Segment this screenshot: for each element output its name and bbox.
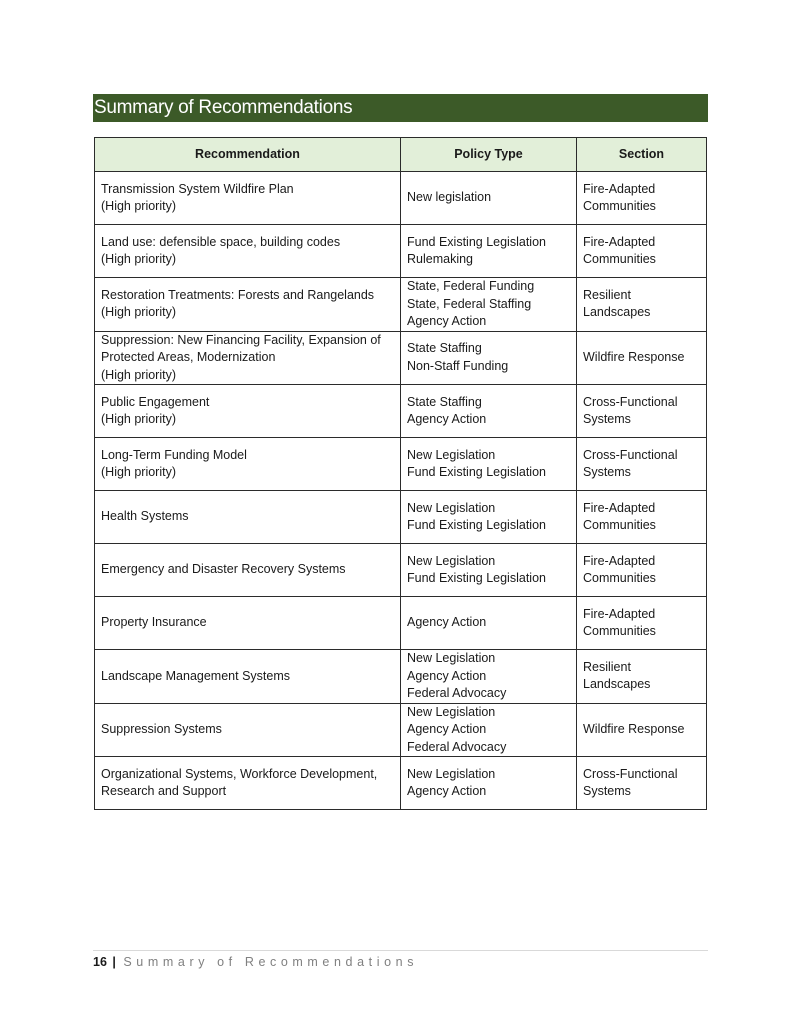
policy-type-cell-line: State Staffing bbox=[407, 394, 482, 409]
header-section: Section bbox=[577, 138, 707, 172]
recommendation-cell-line: Restoration Treatments: Forests and Rangelands bbox=[101, 287, 375, 302]
recommendation-cell bbox=[95, 278, 401, 332]
policy-type-cell-line: State Staffing bbox=[407, 341, 482, 356]
section-cell-line: Systems bbox=[583, 784, 631, 798]
section-cell-line: Fire-Adapted bbox=[583, 181, 656, 196]
recommendation-cell bbox=[95, 172, 401, 225]
policy-type-cell-line: Federal Advocacy bbox=[407, 686, 507, 700]
section-cell bbox=[577, 650, 707, 704]
section-cell-line: Fire-Adapted bbox=[583, 606, 656, 621]
recommendation-cell-line: Emergency and Disaster Recovery Systems bbox=[101, 562, 346, 577]
section-cell bbox=[577, 597, 707, 650]
policy-type-cell bbox=[401, 172, 577, 225]
section-cell-line: Systems bbox=[583, 412, 631, 426]
policy-type-cell bbox=[401, 278, 577, 332]
recommendation-cell bbox=[95, 703, 401, 757]
footer-separator: | bbox=[112, 955, 116, 969]
policy-type-cell-line: New Legislation bbox=[407, 766, 496, 781]
policy-type-cell-line: Agency Action bbox=[407, 722, 487, 736]
policy-type-cell bbox=[401, 703, 577, 757]
policy-type-cell-line: New Legislation bbox=[407, 651, 496, 665]
policy-type-cell bbox=[401, 757, 577, 810]
section-cell-line: Fire-Adapted bbox=[583, 553, 656, 568]
section-cell bbox=[577, 225, 707, 278]
policy-type-cell bbox=[401, 438, 577, 491]
policy-type-cell-line: New Legislation bbox=[407, 447, 496, 462]
section-cell-line: Resilient bbox=[583, 287, 631, 302]
policy-type-cell-line: Non-Staff Funding bbox=[407, 358, 509, 373]
policy-type-cell-line: New Legislation bbox=[407, 553, 496, 568]
recommendation-cell-line: Landscape Management Systems bbox=[101, 668, 290, 683]
section-cell bbox=[577, 703, 707, 757]
recommendation-cell-line: Long-Term Funding Model bbox=[101, 447, 247, 462]
policy-type-cell-line: Fund Existing Legislation bbox=[407, 571, 546, 585]
recommendation-cell-line: Public Engagement bbox=[101, 394, 210, 409]
policy-type-cell-line: Agency Action bbox=[407, 784, 487, 798]
section-cell-line: Communities bbox=[583, 571, 656, 585]
section-cell-line: Cross-Functional bbox=[583, 394, 678, 409]
table-row bbox=[95, 757, 707, 810]
policy-type-cell bbox=[401, 385, 577, 438]
section-cell-line: Cross-Functional bbox=[583, 447, 678, 462]
section-cell bbox=[577, 491, 707, 544]
section-cell-line: Communities bbox=[583, 518, 656, 532]
policy-type-cell-line: Agency Action bbox=[407, 668, 487, 683]
section-cell-line: Wildfire Response bbox=[583, 722, 685, 736]
recommendation-cell-line: Organizational Systems, Workforce Development, bbox=[101, 766, 378, 781]
recommendation-cell-line: (High priority) bbox=[101, 305, 177, 320]
section-cell-line: Communities bbox=[583, 252, 656, 266]
recommendation-cell-line: Research and Support bbox=[101, 784, 227, 798]
section-cell bbox=[577, 385, 707, 438]
section-cell-line: Landscapes bbox=[583, 677, 651, 692]
recommendation-cell bbox=[95, 225, 401, 278]
table-row bbox=[95, 650, 707, 704]
header-recommendation: Recommendation bbox=[95, 138, 401, 172]
section-cell bbox=[577, 331, 707, 385]
policy-type-cell-line: Agency Action bbox=[407, 314, 487, 328]
table-row bbox=[95, 491, 707, 544]
table-header-row bbox=[95, 138, 707, 172]
recommendation-cell bbox=[95, 597, 401, 650]
recommendation-cell-line: (High priority) bbox=[101, 252, 177, 266]
section-cell-line: Wildfire Response bbox=[583, 350, 685, 364]
table-row bbox=[95, 703, 707, 757]
policy-type-cell-line: New legislation bbox=[407, 190, 492, 205]
policy-type-cell-line: State, Federal Funding bbox=[407, 279, 535, 293]
table-row bbox=[95, 225, 707, 278]
recommendation-cell bbox=[95, 438, 401, 491]
table-row bbox=[95, 385, 707, 438]
recommendation-cell-line: Transmission System Wildfire Plan bbox=[101, 181, 294, 196]
recommendation-cell-line: Health Systems bbox=[101, 509, 189, 524]
recommendation-cell bbox=[95, 385, 401, 438]
policy-type-cell bbox=[401, 650, 577, 704]
recommendation-cell bbox=[95, 331, 401, 385]
policy-type-cell bbox=[401, 225, 577, 278]
policy-type-cell-line: Fund Existing Legislation bbox=[407, 518, 546, 532]
page-footer bbox=[93, 953, 418, 971]
section-cell-line: Systems bbox=[583, 465, 631, 479]
recommendation-cell-line: (High priority) bbox=[101, 412, 177, 426]
section-cell bbox=[577, 278, 707, 332]
policy-type-cell-line: Rulemaking bbox=[407, 252, 474, 266]
policy-type-cell-line: Fund Existing Legislation bbox=[407, 465, 546, 479]
table-row bbox=[95, 544, 707, 597]
policy-type-cell-line: Fund Existing Legislation bbox=[407, 234, 546, 249]
recommendations-table bbox=[94, 137, 707, 810]
policy-type-cell-line: Agency Action bbox=[407, 615, 487, 630]
section-cell-line: Landscapes bbox=[583, 305, 651, 320]
table-row bbox=[95, 172, 707, 225]
footer-divider bbox=[93, 950, 708, 951]
page-number: 16 bbox=[93, 955, 107, 969]
recommendation-cell-line: Property Insurance bbox=[101, 615, 207, 630]
section-cell-line: Fire-Adapted bbox=[583, 234, 656, 249]
policy-type-cell bbox=[401, 597, 577, 650]
policy-type-cell bbox=[401, 544, 577, 597]
policy-type-cell bbox=[401, 491, 577, 544]
table-row bbox=[95, 331, 707, 385]
section-cell bbox=[577, 438, 707, 491]
header-policy-type: Policy Type bbox=[401, 138, 577, 172]
table-row bbox=[95, 438, 707, 491]
policy-type-cell-line: Agency Action bbox=[407, 412, 487, 426]
recommendation-cell-line: Land use: defensible space, building codes bbox=[101, 234, 341, 249]
table-row bbox=[95, 278, 707, 332]
section-title: Summary of Recommendations bbox=[93, 94, 708, 122]
recommendation-cell bbox=[95, 544, 401, 597]
policy-type-cell-line: New Legislation bbox=[407, 500, 496, 515]
recommendation-cell-line: (High priority) bbox=[101, 199, 177, 213]
policy-type-cell bbox=[401, 331, 577, 385]
section-cell-line: Communities bbox=[583, 199, 656, 213]
policy-type-cell-line: New Legislation bbox=[407, 704, 496, 719]
recommendation-cell bbox=[95, 757, 401, 810]
section-cell-line: Resilient bbox=[583, 659, 631, 674]
recommendation-cell-line: Suppression Systems bbox=[101, 722, 222, 736]
policy-type-cell-line: Federal Advocacy bbox=[407, 739, 507, 754]
section-cell-line: Fire-Adapted bbox=[583, 500, 656, 515]
recommendation-cell bbox=[95, 650, 401, 704]
table-body bbox=[95, 172, 707, 810]
recommendation-cell-line: (High priority) bbox=[101, 465, 177, 479]
policy-type-cell-line: State, Federal Staffing bbox=[407, 296, 532, 311]
section-cell bbox=[577, 172, 707, 225]
section-cell bbox=[577, 544, 707, 597]
section-cell-line: Communities bbox=[583, 624, 656, 638]
section-cell bbox=[577, 757, 707, 810]
recommendation-cell-line: Protected Areas, Modernization bbox=[101, 350, 276, 364]
running-title: Summary of Recommendations bbox=[123, 955, 419, 969]
recommendation-cell bbox=[95, 491, 401, 544]
table-row bbox=[95, 597, 707, 650]
recommendation-cell-line: (High priority) bbox=[101, 367, 177, 382]
section-cell-line: Cross-Functional bbox=[583, 766, 678, 781]
recommendation-cell-line: Suppression: New Financing Facility, Expansion of bbox=[101, 332, 381, 347]
